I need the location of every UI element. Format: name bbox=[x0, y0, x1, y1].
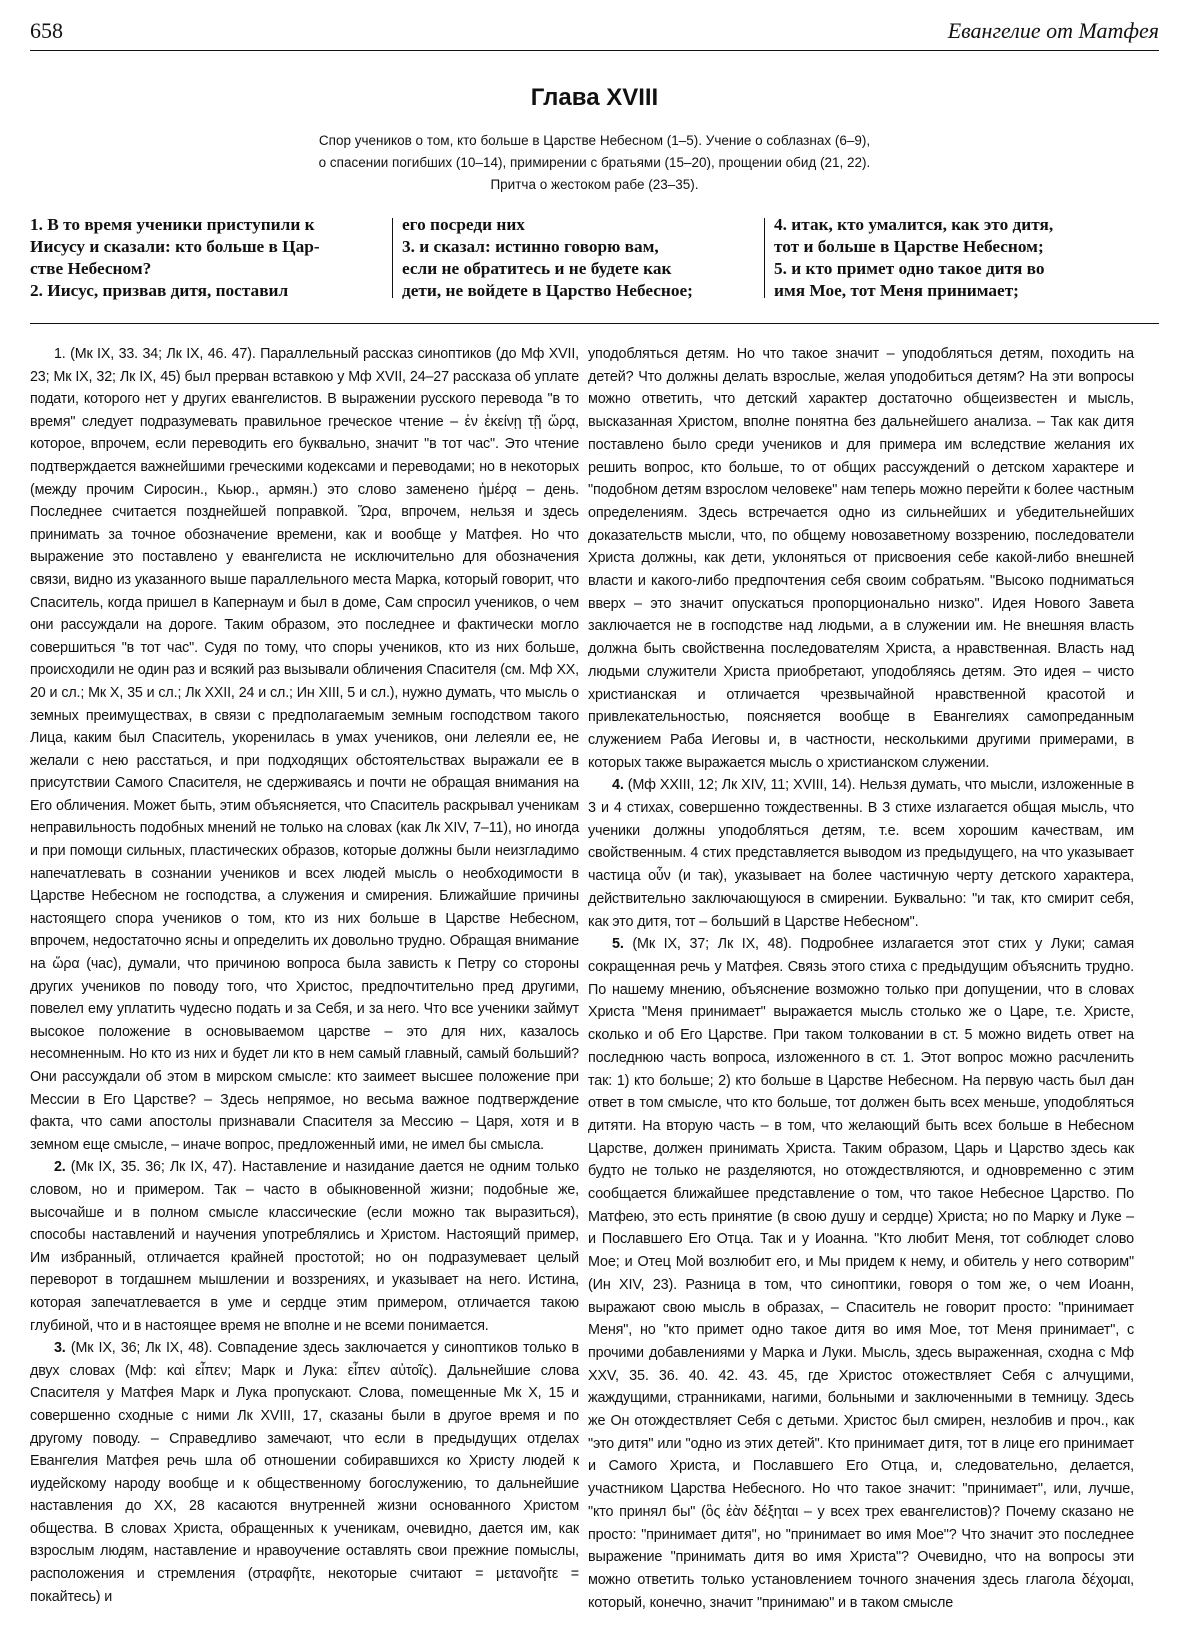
commentary-text: (Мк IX, 36; Лк IX, 48). Совпадение здесь заключается у синоптиков только в двух словах (Мф: καὶ εἶπεν; Марк и Лука: εἶπεν αὐτοῖς). Дальнейшие слова Спасителя у Матфея Марк и Лука пропускают. Слова, помещенные Мк X, 15 и совершенно сходные с ними Лк XVIII, 17, сказаны были в другое время и по другому поводу. – Справедливо замечают, что если в предыдущих отделах Евангелия Матфея речь шла об отношении собиравшихся ко Христу людей к иудейскому народу вообще и к общественному богослужению, то дальнейшие наставления до XX, 28 касаются внутренней жизни основанного Христом общества. В словах Христа, обращенных к ученикам, очевидно, дается им, как взрослым людям, наставление и нравоучение оставлять свои прежние помыслы, расположения и стремления (στραφῆτε, некоторые считают = μετανοῆτε = покайтесь) и bbox=[30, 1340, 579, 1605]
verse-column-divider bbox=[764, 218, 765, 298]
scripture-verses bbox=[30, 214, 1159, 300]
verse-line: 2. Иисус, призвав дитя, поставил bbox=[30, 281, 289, 300]
verse-line: 3. и сказал: истинно говорю вам, bbox=[402, 237, 659, 256]
summary-line: о спасении погибших (10–14), примирении с братьями (15–20), прощении обид (21, 22). bbox=[318, 155, 871, 170]
verse-line: 4. итак, кто умалится, как это дитя, bbox=[774, 215, 1054, 234]
verse-line: имя Мое, тот Меня принимает; bbox=[774, 281, 1019, 300]
commentary-paragraph bbox=[30, 1337, 579, 1608]
commentary-text: (Мк IX, 37; Лк IX, 48). Подробнее излагается этот стих у Луки; самая сокращенная речь у Матфея. Связь этого стиха с предыдущим объяснить трудно. По нашему мнению, объяснение возможно только при допущении, что в словах Христа "Меня принимает" выражается мысль столько же о Царе, т.е. Христе, сколько и об Его Царстве. При таком толковании в ст. 5 можно видеть ответ на последнюю часть вопроса, изложенного в ст. 1. Этот вопрос можно расчленить так: 1) кто больше; 2) кто больше в Царстве Небесном. На первую часть был дан ответ в том смысле, что кто больше, тот должен быть всех меньше, уподобляться дитяти. На вторую часть – в том, что желающий быть всех больше в Небесном Царстве, должен принимать Христа. Таким образом, Царь и Царство здесь как будто не только не разделяются, но отождествляются, и одновременно с этим сообщается ближайшее представление о том, что такое Небесное Царство. По Матфею, это есть принятие (в свою душу и сердце) Христа; но по Марку и Луке – и Пославшего Его Отца. Так и у Иоанна. "Кто любит Меня, тот соблюдет слово Мое; и Отец Мой возлюбит его, и Мы придем к нему, и обитель у него сотворим" (Ин XIV, 23). Разница в том, что синоптики, говоря о том же, о чем Иоанн, выражают свою мысль в образах, – Спаситель не говорит просто: "принимает Меня", но "кто примет одно такое дитя во имя Мое, тот Меня принимает", с прочими добавлениями у Марка и Луки. Мысль, здесь выраженная, сходна с Мф XXV, 35. 36. 40. 42. 43. 45, где Христос отожествляет Себя с алчущими, жаждущими, странниками, нагими, больными и заключенными в темницу. Здесь же Он отождествляет Себя с детьми. Христос был смирен, незлобив и проч., как "это дитя" или "одно из этих детей". Кто принимает дитя, тот в лице его принимает и Самого Христа, и Пославшего Его Отца, и, следовательно, делается, участником Царства Небесного. Но что такое значит: "принимает", или, лучше, "кто принял бы" (ὃς ἐὰν δέξηται – у всех трех евангелистов)? Почему сказано не просто: "принимает дитя", но "принимает во имя Мое"? Что значит это последнее выражение "принимать дитя во имя Христа"? Очевидно, что на вопросы эти можно ответить только установлением точного значения здесь глагола δέχομαι, который, конечно, значит "принимаю" и в таком смысле bbox=[588, 936, 1134, 1611]
verse-line: если не обратитесь и не будете как bbox=[402, 259, 672, 278]
commentary-right-column bbox=[588, 343, 1134, 1614]
commentary-paragraph bbox=[30, 343, 579, 1156]
page-header bbox=[30, 18, 1159, 52]
summary-line: Притча о жестоком рабе (23–35). bbox=[490, 177, 699, 192]
verse-column-1 bbox=[30, 214, 386, 302]
verse-column-divider bbox=[392, 218, 393, 298]
verse-line: Иисусу и сказали: кто больше в Цар- bbox=[30, 237, 320, 256]
verse-number: 4. bbox=[612, 777, 624, 794]
commentary-paragraph bbox=[30, 1156, 579, 1337]
commentary-text: (Мк IX, 35. 36; Лк IX, 47). Наставление и назидание дается не одним только словом, но и примером. Так – часто в обыкновенной жизни; подобные же, высочайше и в полном смысле классические (если можно так выразиться), способы наставлений и научения употреблялись и Христом. Настоящий пример, Им избранный, отличается крайней простотой; но он подразумевает целый переворот в тогдашнем мышлении и воззрениях, и указывает на него. Истина, которая запечатлевается в уме и сердце этим примером, отличается такою глубиной, что и в настоящее время не вполне и не всеми понимается. bbox=[30, 1159, 579, 1334]
verse-line: его посреди них bbox=[402, 215, 525, 234]
verse-separator-rule bbox=[30, 323, 1159, 324]
commentary-left-column bbox=[30, 343, 579, 1608]
commentary-paragraph bbox=[588, 343, 1134, 774]
verse-number: 5. bbox=[612, 936, 624, 953]
running-title: Евангелие от Матфея bbox=[947, 18, 1159, 43]
summary-line: Спор учеников о том, кто больше в Царстве Небесном (1–5). Учение о соблазнах (6–9), bbox=[318, 133, 871, 148]
chapter-summary bbox=[200, 130, 989, 196]
page-number: 658 bbox=[30, 18, 63, 43]
commentary-paragraph bbox=[588, 933, 1134, 1614]
verse-line: 1. В то время ученики приступили к bbox=[30, 215, 315, 234]
verse-column-3 bbox=[774, 214, 1156, 302]
verse-line: 5. и кто примет одно такое дитя во bbox=[774, 259, 1045, 278]
commentary-text: 1. (Мк IX, 33. 34; Лк IX, 46. 47). Параллельный рассказ синоптиков (до Мф XVII, 23; Мк IX, 32; Лк IX, 45) был прерван вставкою у Мф XVII, 24–27 рассказа об уплате подати, которого нет у других евангелистов. В выражении русского перевода "в то время" следует подразумевать правильное греческое чтение – ἐν ἐκείνῃ τῇ ὥρᾳ, которое, впрочем, если переводить его буквально, значит "в тот час". Это чтение подтверждается важнейшими греческими кодексами и переводами; но в некоторых (между прочим Сиросин., Кьюр., армян.) это слово заменено ἡμέρᾳ – день. Последнее считается позднейшей поправкой. Ὥρα, впрочем, нельзя и здесь принимать за точное обозначение времени, как и вообще у Матфея. Но что выражение это поставлено у евангелиста не исключительно для обозначения связи, видно из указанного выше параллельного места Марка, который говорит, что Спаситель, когда пришел в Капернаум и был в доме, Сам спросил учеников, о чем они рассуждали на дороге. Таким образом, это последнее и фактически могло совершиться "в тот час". Судя по тому, что споры учеников, кто из них больше, происходили не один раз и всякий раз вызывали обличения Спасителя (см. Мф XX, 20 и сл.; Мк X, 35 и сл.; Лк XXII, 24 и сл.; Ин XIII, 5 и сл.), нужно думать, что мысль о земных преимуществах, в связи с предполагаемым земным господством такого Лица, каким был Спаситель, укоренилась в умах учеников, они лелеяли ее, не желали с нею расстаться, и при подходящих обстоятельствах выражали ее в присутствии Самого Спасителя, не сдерживаясь и почти не обращая внимания на Его обличения. Может быть, этим объясняется, что Спаситель раскрывал ученикам неправильность подобных мнений не только на словах (как Лк XIV, 7–11), но иногда и при помощи сильных, пластических образов, которые должны были неизгладимо напечатлевать в сознании учеников и всех людей мысль о необходимости в Царстве Небесном не господства, а служения и смирения. Ближайшие причины настоящего спора учеников о том, кто из них больше в Царстве Небесном, впрочем, недостаточно ясны и определить их довольно трудно. Обращая внимание на ὥρα (час), думали, что причиною вопроса была зависть к Петру со стороны других учеников по поводу того, что Христос, предпочтительно пред другими, повелел ему уплатить чудесно подать и за Себя, и за него. Что все ученики займут высокое положение в основываемом царстве – это для них, казалось несомненным. Но кто из них и будет ли кто в нем самый главный, самый больший? Они рассуждали об этом в мирском смысле: кто заимеет высшее положение при Мессии в Его Царстве? – Здесь непрямое, но весьма важное подтверждение факта, что сами апостолы признавали Спасителя за Мессию – Царя, хотя и в земном еще смысле, – иначе вопрос, предложенный ими, не имел бы смысла. bbox=[30, 346, 579, 1153]
verse-number: 2. bbox=[54, 1159, 66, 1176]
commentary-paragraph bbox=[588, 774, 1134, 933]
verse-number: 3. bbox=[54, 1340, 66, 1357]
chapter-title: Глава XVIII bbox=[530, 84, 659, 111]
header-rule bbox=[30, 50, 1159, 51]
verse-column-2 bbox=[402, 214, 758, 302]
commentary-text: уподобляться детям. Но что такое значит – уподобляться детям, походить на детей? Что должны делать взрослые, желая уподобиться детям? На эти вопросы можно ответить, что детский характер достаточно общеизвестен и мысль, высказанная Христом, вполне понятна без дальнейшего анализа. – Так как дитя поставлено было среди учеников и для примера им вследствие желания их решить вопрос, кто больше, то от общих рассуждений о детском характере и "подобном детям взрослом человеке" нам теперь можно перейти к более частным определениям. Здесь встречается одно из сильнейших и убедительнейших доказательств мысли, что, по общему новозаветному воззрению, последователи Христа должны, как дети, уклоняться от присвоения себе какой-либо внешней власти и какого-либо предпочтения себя своим собратьям. "Высоко подниматься вверх – это значит опускаться пропорционально низко". Идея Нового Завета заключается не в господстве над людьми, а в служении им. Не внешняя власть должна быть свойственна последователям Христа, а нравственная. Власть над людьми служители Христа приобретают, уподобляясь детям. Это идея – чисто христианская и отличается чрезвычайной нравственной красотой и привлекательностью, поясняется вообще в Евангелиях самопреданным служением Раба Иеговы и, в частности, несколькими другими примерами, в которых также выражается мысль о христианском служении. bbox=[588, 346, 1134, 771]
verse-line: тот и больше в Царстве Небесном; bbox=[774, 237, 1044, 256]
verse-line: дети, не войдете в Царство Небесное; bbox=[402, 281, 693, 300]
verse-line: стве Небесном? bbox=[30, 259, 152, 278]
commentary-text: (Мф XXIII, 12; Лк XIV, 11; XVIII, 14). Нельзя думать, что мысли, изложенные в 3 и 4 стихах, совершенно тождественны. В 3 стихе излагается общая мысль, что ученики должны уподобляться детям, т.е. всем хорошим качествам, им свойственным. 4 стих представляется выводом из предыдущего, на что указывает частица οὖν (и так), указывает на более частичную черту детского характера, действительно заключающуюся в смирении. Буквально: "и так, кто смирит себя, как это дитя, тот – больший в Царстве Небесном". bbox=[588, 777, 1134, 930]
